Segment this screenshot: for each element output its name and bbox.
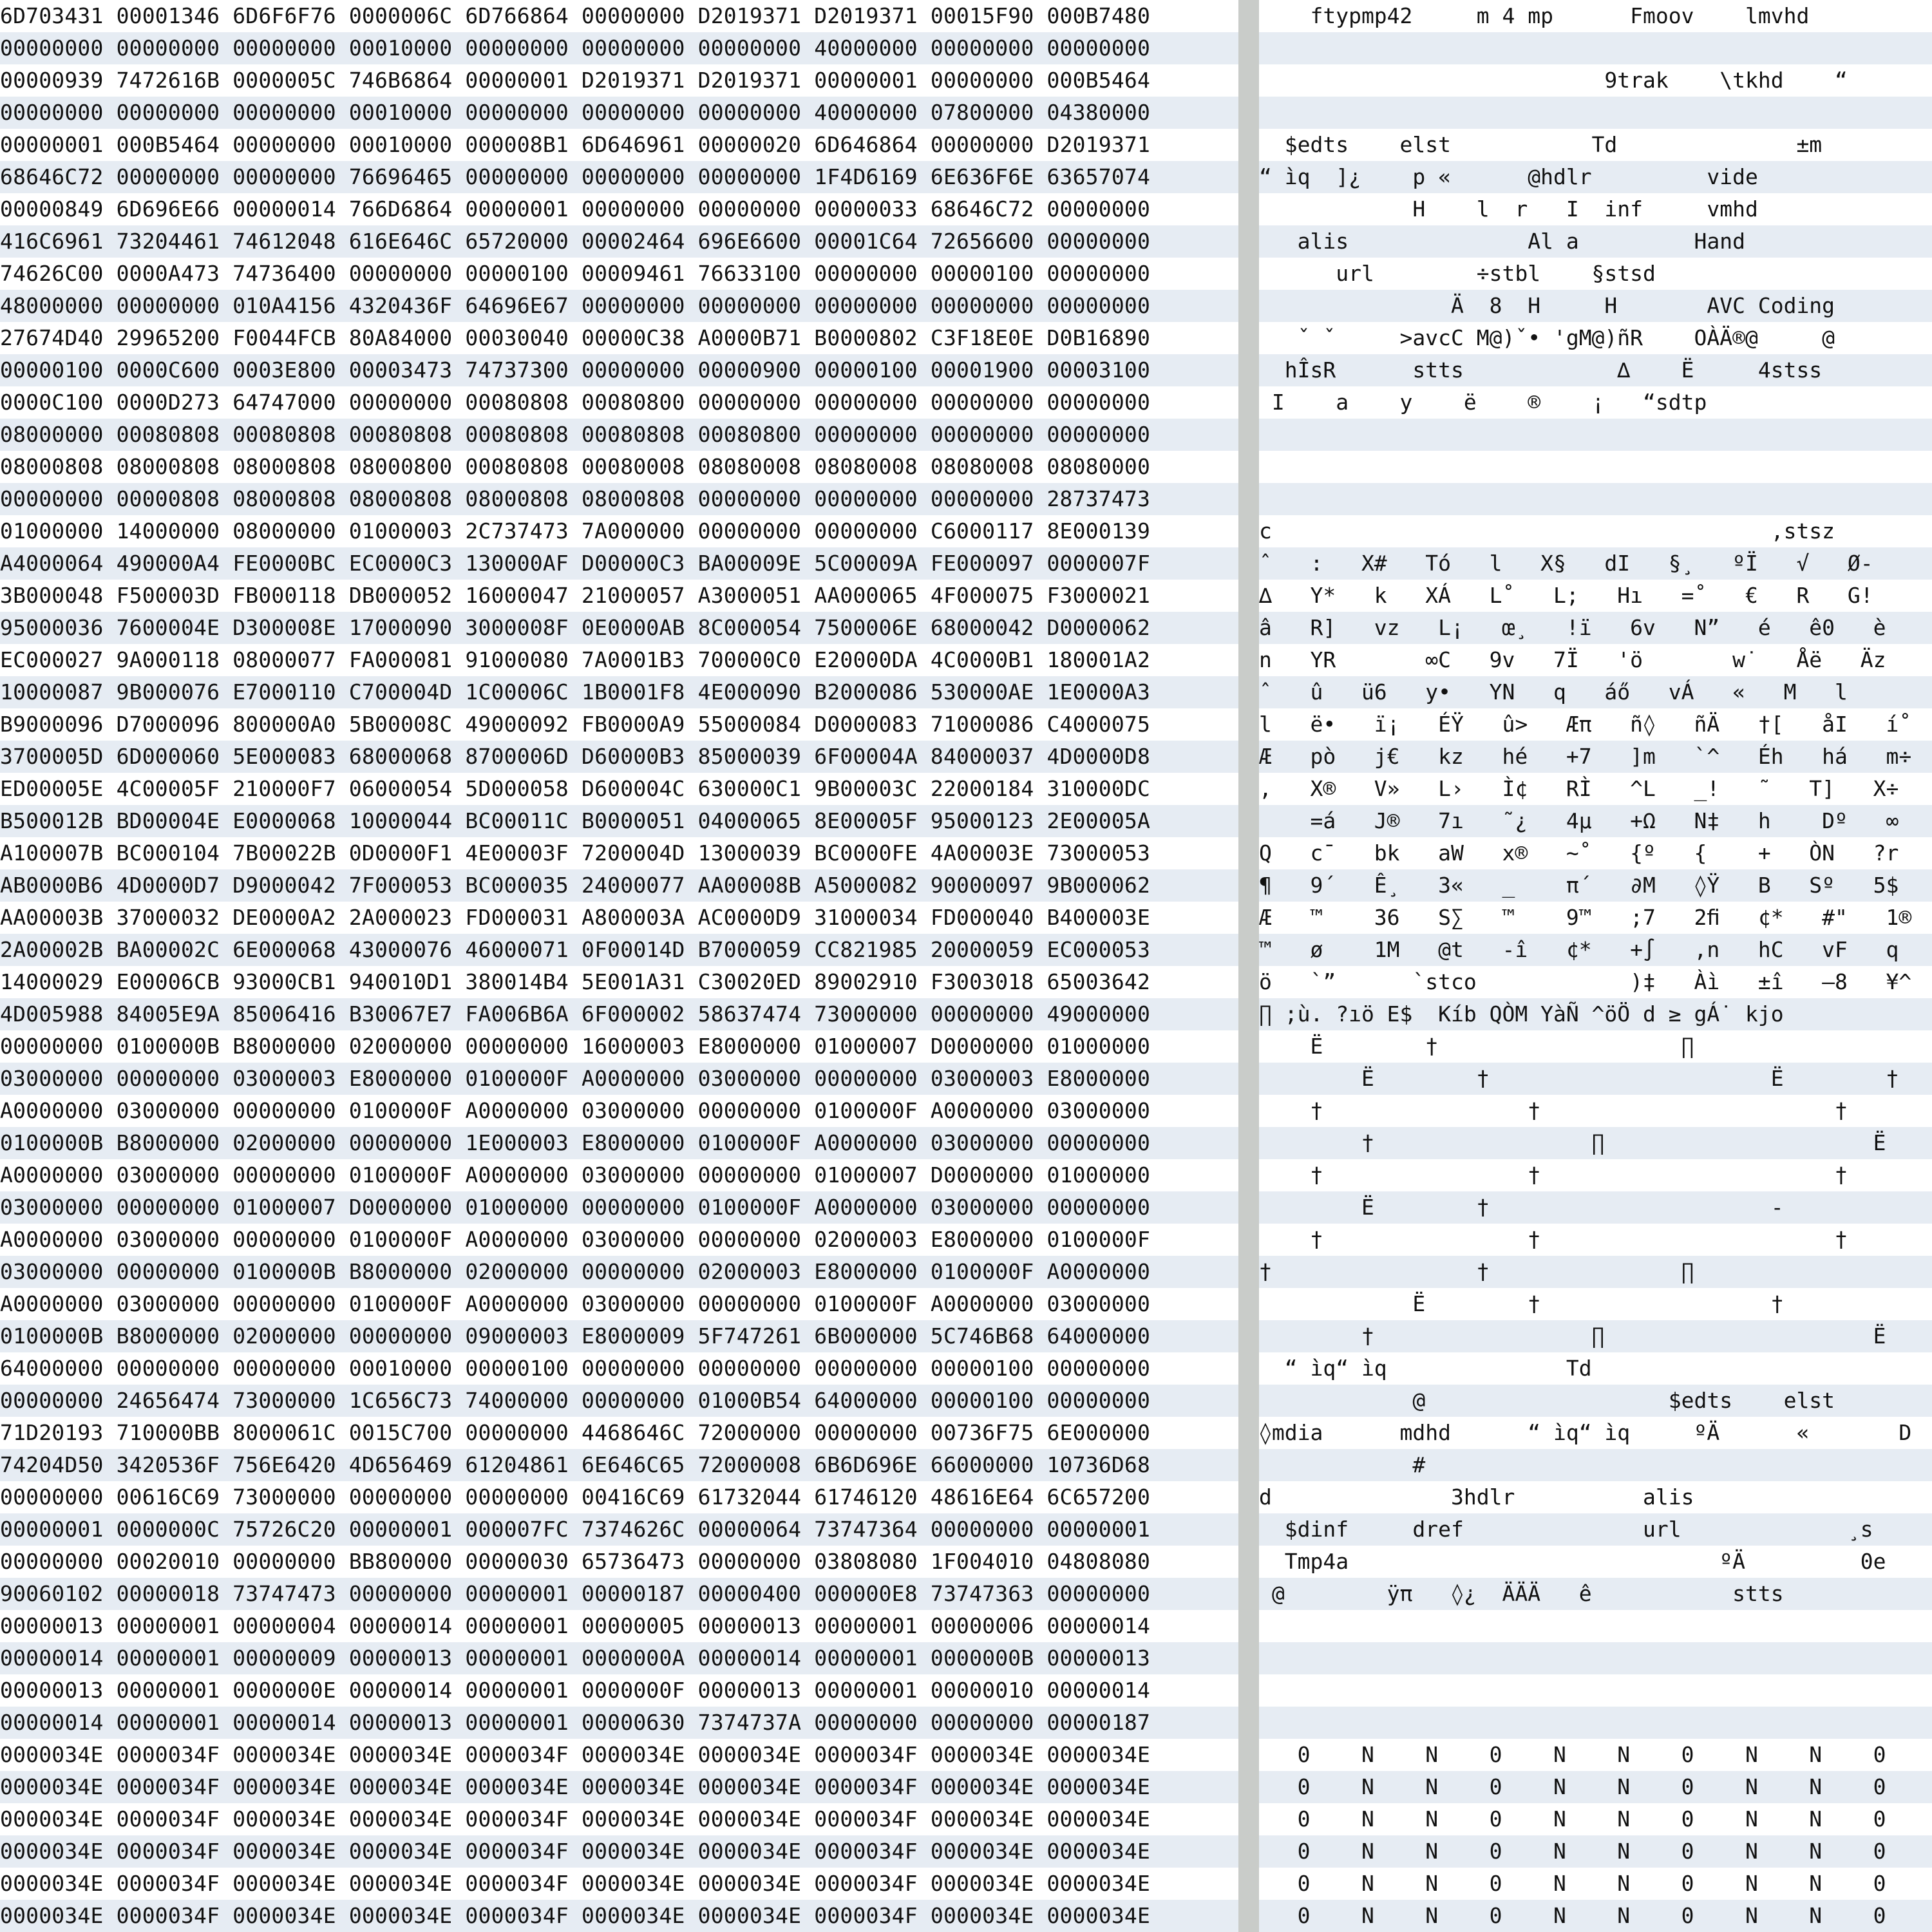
hex-bytes: 3B000048 F500003D FB000118 DB000052 16000047 21000057 A3000051 AA000065 4F000075 F3000021 xyxy=(0,583,1151,608)
dump-row xyxy=(0,451,1932,483)
ascii-text xyxy=(1259,451,1932,483)
ascii-text: hÎsR stts ∆ Ë 4stss xyxy=(1259,357,1823,383)
hex-bytes: 03000000 00000000 0100000B B8000000 02000000 00000000 02000003 E8000000 0100000F A0000000 xyxy=(0,1259,1151,1284)
ascii-text xyxy=(1259,419,1932,451)
hex-bytes: B500012B BD00004E E0000068 10000044 BC00011C B0000051 04000065 8E00005F 95000123 2E00005A xyxy=(0,808,1151,833)
dump-row xyxy=(0,1288,1932,1320)
hex-bytes: 0000034E 0000034F 0000034E 0000034E 0000034F 0000034E 0000034E 0000034F 0000034E 0000034E xyxy=(0,1742,1151,1767)
ascii-text: @ ÿπ ◊¿ ÄÄÄ ê stts xyxy=(1259,1581,1784,1606)
ascii-text: Ë † Ë † xyxy=(1259,1066,1899,1091)
dump-row xyxy=(0,1610,1932,1642)
hex-bytes: 00000000 0100000B B8000000 02000000 00000000 16000003 E8000000 01000007 D0000000 01000000 xyxy=(0,1034,1151,1059)
hex-bytes: 0000034E 0000034F 0000034E 0000034E 0000034F 0000034E 0000034E 0000034F 0000034E 0000034E xyxy=(0,1839,1151,1864)
ascii-text: 0 N N 0 N N 0 N N 0 xyxy=(1259,1806,1886,1832)
dump-row xyxy=(0,1030,1932,1063)
ascii-text: c ,stsz xyxy=(1259,518,1835,544)
dump-row xyxy=(0,1481,1932,1513)
hex-bytes: 0000034E 0000034F 0000034E 0000034E 0000034F 0000034E 0000034E 0000034F 0000034E 0000034E xyxy=(0,1871,1151,1896)
dump-row xyxy=(0,1449,1932,1481)
dump-row xyxy=(0,902,1932,934)
ascii-text: @ $edts elst xyxy=(1259,1388,1835,1413)
hex-bytes: 64000000 00000000 00000000 00010000 00000100 00000000 00000000 00000000 00000100 00000000 xyxy=(0,1356,1151,1381)
ascii-text xyxy=(1259,1642,1932,1674)
hex-bytes: 00000001 0000000C 75726C20 00000001 000007FC 7374626C 00000064 73747364 00000000 00000001 xyxy=(0,1517,1151,1542)
ascii-text: ˆ û ü6 y• YN q áő vÁ « M l xyxy=(1259,679,1848,705)
dump-row xyxy=(0,161,1932,193)
hex-bytes: 00000000 00000000 00000000 00010000 00000000 00000000 00000000 40000000 07800000 04380000 xyxy=(0,100,1151,125)
ascii-text: Ä 8 H H AVC Coding xyxy=(1259,293,1835,318)
hex-bytes: 6D703431 00001346 6D6F6F76 0000006C 6D766864 00000000 D2019371 D2019371 00015F90 000B7480 xyxy=(0,3,1151,28)
dump-row xyxy=(0,837,1932,869)
dump-row xyxy=(0,1771,1932,1803)
hex-bytes: 4D005988 84005E9A 85006416 B30067E7 FA006B6A 6F000002 58637474 73000000 00000000 49000000 xyxy=(0,1001,1151,1027)
dump-row xyxy=(0,966,1932,998)
dump-row xyxy=(0,1127,1932,1159)
dump-row xyxy=(0,547,1932,580)
ascii-text: Q cˉ bk aW x® ~˚ {º { + ÒN ?r xyxy=(1259,840,1899,866)
hex-bytes: 08000000 00080808 00080808 00080808 00080808 00080808 00080800 00000000 00000000 00000000 xyxy=(0,422,1151,447)
hex-bytes: 00000000 00000000 00000000 00010000 00000000 00000000 00000000 40000000 00000000 00000000 xyxy=(0,35,1151,61)
hex-bytes: A0000000 03000000 00000000 0100000F A0000000 03000000 00000000 0100000F A0000000 03000000 xyxy=(0,1098,1151,1123)
dump-row xyxy=(0,1513,1932,1546)
ascii-text xyxy=(1259,1610,1932,1642)
hex-bytes: 10000087 9B000076 E7000110 C700004D 1C00006C 1B0001F8 4E000090 B2000086 530000AE 1E0000A3 xyxy=(0,679,1151,705)
dump-row xyxy=(0,676,1932,708)
hex-bytes: 68646C72 00000000 00000000 76696465 00000000 00000000 00000000 1F4D6169 6E636F6E 63657074 xyxy=(0,164,1151,189)
ascii-text: Æ pò j€ kz hé +7 ]m `^ Éh há m÷ xyxy=(1259,744,1912,769)
hex-bytes: 00000939 7472616B 0000005C 746B6864 00000001 D2019371 D2019371 00000001 00000000 000B5464 xyxy=(0,68,1151,93)
ascii-text xyxy=(1259,483,1932,515)
ascii-text: ∏ ;ù. ?ıö E$ Kíb QÒM YàÑ ^öÖ d ≥ gÁ˙ kjo xyxy=(1259,1001,1784,1027)
dump-row xyxy=(0,998,1932,1030)
ascii-text: =á J® 7ı ˜¿ 4µ +Ω N‡ h Dº ∞ xyxy=(1259,808,1899,833)
dump-row xyxy=(0,64,1932,97)
dump-row xyxy=(0,1095,1932,1127)
dump-row xyxy=(0,644,1932,676)
dump-row xyxy=(0,741,1932,773)
ascii-text: , X® V» L› Ì¢ RÌ ^L _! ˜ T] X÷ xyxy=(1259,776,1899,801)
hex-bytes: 00000000 00616C69 73000000 00000000 00000000 00416C69 61732044 61746120 48616E64 6C657200 xyxy=(0,1484,1151,1510)
dump-row xyxy=(0,354,1932,386)
dump-row xyxy=(0,1191,1932,1224)
dump-row xyxy=(0,1803,1932,1835)
ascii-text: n YR ∞C 9v 7Ï 'ö w˙ Åë Äz xyxy=(1259,647,1886,672)
ascii-text: url ÷stbl §stsd xyxy=(1259,261,1656,286)
hex-bytes: A0000000 03000000 00000000 0100000F A0000000 03000000 00000000 0100000F A0000000 03000000 xyxy=(0,1291,1151,1316)
ascii-text: 0 N N 0 N N 0 N N 0 xyxy=(1259,1871,1886,1896)
dump-row xyxy=(0,1868,1932,1900)
hex-bytes: 95000036 7600004E D300008E 17000090 3000008F 0E0000AB 8C000054 7500006E 68000042 D0000062 xyxy=(0,615,1151,640)
hex-bytes: 00000013 00000001 00000004 00000014 00000001 00000005 00000013 00000001 00000006 00000014 xyxy=(0,1613,1151,1638)
hex-bytes: 0000034E 0000034F 0000034E 0000034E 0000034E 0000034E 0000034E 0000034F 0000034E 0000034E xyxy=(0,1774,1151,1799)
hex-bytes: AB0000B6 4D0000D7 D9000042 7F000053 BC000035 24000077 AA00008B A5000082 90000097 9B000062 xyxy=(0,873,1151,898)
hex-bytes: EC000027 9A000118 08000077 FA000081 91000080 7A0001B3 700000C0 E20000DA 4C0000B1 180001A2 xyxy=(0,647,1151,672)
ascii-text: ™ ø 1M @t -î ¢* +∫ ,n hC vF q xyxy=(1259,937,1899,962)
hex-bytes: B9000096 D7000096 800000A0 5B00008C 49000092 FB0000A9 55000084 D0000083 71000086 C4000075 xyxy=(0,712,1151,737)
dump-row xyxy=(0,1739,1932,1771)
ascii-text: † † ∏ xyxy=(1259,1259,1694,1284)
hex-bytes: 0100000B B8000000 02000000 00000000 09000003 E8000009 5F747261 6B000000 5C746B68 64000000 xyxy=(0,1323,1151,1349)
hex-bytes: 416C6961 73204461 74612048 616E646C 65720000 00002464 696E6600 00001C64 72656600 00000000 xyxy=(0,229,1151,254)
dump-row xyxy=(0,0,1932,32)
hex-bytes: 00000014 00000001 00000014 00000013 00000001 00000630 7374737A 00000000 00000000 00000187 xyxy=(0,1710,1151,1735)
ascii-text: † † † xyxy=(1259,1162,1848,1188)
hex-bytes: 14000029 E00006CB 93000CB1 940010D1 380014B4 5E001A31 C30020ED 89002910 F3003018 65003642 xyxy=(0,969,1151,994)
ascii-text: 0 N N 0 N N 0 N N 0 xyxy=(1259,1903,1886,1928)
hex-bytes: 90060102 00000018 73747473 00000000 00000001 00000187 00000400 000000E8 73747363 00000000 xyxy=(0,1581,1151,1606)
ascii-text xyxy=(1259,32,1932,64)
ascii-text: † † † xyxy=(1259,1098,1848,1123)
hex-bytes: 00000000 24656474 73000000 1C656C73 74000000 00000000 01000B54 64000000 00000100 00000000 xyxy=(0,1388,1151,1413)
dump-row xyxy=(0,483,1932,515)
dump-row xyxy=(0,773,1932,805)
ascii-text: # xyxy=(1259,1452,1426,1477)
ascii-text: Ë † † xyxy=(1259,1291,1784,1316)
hex-bytes: 00000014 00000001 00000009 00000013 00000001 0000000A 00000014 00000001 0000000B 00000013 xyxy=(0,1645,1151,1671)
dump-row xyxy=(0,1385,1932,1417)
dump-row xyxy=(0,1835,1932,1868)
ascii-text: $edts elst Td ±m xyxy=(1259,132,1823,157)
ascii-text: $dinf dref url ¸s xyxy=(1259,1517,1873,1542)
hex-bytes: 00000100 0000C600 0003E800 00003473 74737300 00000000 00000900 00000100 00001900 00003100 xyxy=(0,357,1151,383)
dump-row xyxy=(0,1546,1932,1578)
hex-bytes: 00000000 00000808 08000808 08000808 08000808 08000808 00000000 00000000 00000000 28737473 xyxy=(0,486,1151,511)
ascii-text: ˆ : X# Tó l X§ dI §¸ ºÏ √ Ø- xyxy=(1259,551,1873,576)
dump-row xyxy=(0,258,1932,290)
dump-row xyxy=(0,1578,1932,1610)
ascii-text: l ë• ï¡ ÉŸ û> Æπ ñ◊ ñÄ †[ åI í˚ xyxy=(1259,712,1912,737)
dump-row xyxy=(0,386,1932,419)
dump-row xyxy=(0,1320,1932,1352)
dump-row xyxy=(0,1674,1932,1707)
ascii-text: ¶ 9´ Ê¸ 3« _ π´ ∂M ◊Ÿ B Sº 5$ xyxy=(1259,873,1899,898)
ascii-text: “ ìq“ ìq Td xyxy=(1259,1356,1592,1381)
hex-bytes: 0000034E 0000034F 0000034E 0000034E 0000034F 0000034E 0000034E 0000034F 0000034E 0000034E xyxy=(0,1903,1151,1928)
hex-bytes: 74626C00 0000A473 74736400 00000000 00000100 00009461 76633100 00000000 00000100 00000000 xyxy=(0,261,1151,286)
ascii-text: 0 N N 0 N N 0 N N 0 xyxy=(1259,1839,1886,1864)
ascii-text: 0 N N 0 N N 0 N N 0 xyxy=(1259,1742,1886,1767)
ascii-text: 9trak \tkhd “ xyxy=(1259,68,1848,93)
hex-bytes: ED00005E 4C00005F 210000F7 06000054 5D000058 D600004C 630000C1 9B00003C 22000184 310000DC xyxy=(0,776,1151,801)
hex-bytes: 2A00002B BA00002C 6E000068 43000076 46000071 0F00014D B7000059 CC821985 20000059 EC000053 xyxy=(0,937,1151,962)
hex-bytes: 03000000 00000000 01000007 D0000000 01000000 00000000 0100000F A0000000 03000000 00000000 xyxy=(0,1195,1151,1220)
ascii-text: † ∏ Ë xyxy=(1259,1323,1886,1349)
ascii-text: † ∏ Ë xyxy=(1259,1130,1886,1155)
dump-row xyxy=(0,419,1932,451)
hex-bytes: A0000000 03000000 00000000 0100000F A0000000 03000000 00000000 02000003 E8000000 0100000F xyxy=(0,1227,1151,1252)
hex-bytes: 00000000 00020010 00000000 BB800000 00000030 65736473 00000000 03808080 1F004010 04808080 xyxy=(0,1549,1151,1574)
ascii-text: ˇ ˇ >avcC M@)ˇ• 'gM@)ñR OÀÄ®@ @ xyxy=(1259,325,1835,350)
dump-row xyxy=(0,515,1932,547)
hex-bytes: 71D20193 710000BB 8000061C 0015C700 00000000 4468646C 72000000 00000000 00736F75 6E000000 xyxy=(0,1420,1151,1445)
ascii-text: ftypmp42 m 4 mp Fmoov lmvhd xyxy=(1259,3,1810,28)
ascii-text: Ë † - xyxy=(1259,1195,1784,1220)
hex-bytes: AA00003B 37000032 DE0000A2 2A000023 FD000031 A800003A AC0000D9 31000034 FD000040 B400003E xyxy=(0,905,1151,930)
dump-row xyxy=(0,97,1932,129)
dump-row xyxy=(0,934,1932,966)
ascii-text xyxy=(1259,1707,1932,1739)
ascii-text: I a y ë ® ¡ “sdtp xyxy=(1259,390,1707,415)
dump-row xyxy=(0,1063,1932,1095)
ascii-text: d 3hdlr alis xyxy=(1259,1484,1694,1510)
hex-bytes: 00000001 000B5464 00000000 00010000 000008B1 6D646961 00000020 6D646864 00000000 D2019371 xyxy=(0,132,1151,157)
ascii-text: Æ ™ 36 S∑ ™ 9™ ;7 2ﬁ ¢* #" 1® xyxy=(1259,905,1912,930)
hex-bytes: A100007B BC000104 7B00022B 0D0000F1 4E00003F 7200004D 13000039 BC0000FE 4A00003E 73000053 xyxy=(0,840,1151,866)
dump-row xyxy=(0,193,1932,225)
ascii-text: H l r I inf vmhd xyxy=(1259,196,1758,222)
hex-bytes: 0000C100 0000D273 64747000 00000000 00080808 00080800 00000000 00000000 00000000 00000000 xyxy=(0,390,1151,415)
ascii-text xyxy=(1259,97,1932,129)
dump-row xyxy=(0,1159,1932,1191)
dump-row xyxy=(0,1642,1932,1674)
dump-row xyxy=(0,708,1932,741)
ascii-text: † † † xyxy=(1259,1227,1848,1252)
column-divider xyxy=(1238,0,1259,1932)
dump-row xyxy=(0,1256,1932,1288)
hex-bytes: 74204D50 3420536F 756E6420 4D656469 61204861 6E646C65 72000008 6B6D696E 66000000 10736D68 xyxy=(0,1452,1151,1477)
hex-bytes: A0000000 03000000 00000000 0100000F A0000000 03000000 00000000 01000007 D0000000 01000000 xyxy=(0,1162,1151,1188)
dump-row xyxy=(0,1352,1932,1385)
ascii-text: “ ìq ]¿ p « @hdlr vide xyxy=(1259,164,1758,189)
hex-bytes: 3700005D 6D000060 5E000083 68000068 8700006D D60000B3 85000039 6F00004A 84000037 4D0000D8 xyxy=(0,744,1151,769)
dump-row xyxy=(0,129,1932,161)
dump-row xyxy=(0,290,1932,322)
hex-bytes: 0000034E 0000034F 0000034E 0000034E 0000034F 0000034E 0000034E 0000034F 0000034E 0000034E xyxy=(0,1806,1151,1832)
hex-bytes: A4000064 490000A4 FE0000BC EC0000C3 130000AF D00000C3 BA00009E 5C00009A FE000097 0000007F xyxy=(0,551,1151,576)
dump-row xyxy=(0,869,1932,902)
hex-bytes: 27674D40 29965200 F0044FCB 80A84000 00030040 00000C38 A0000B71 B0000802 C3F18E0E D0B16890 xyxy=(0,325,1151,350)
ascii-text: Ë † ∏ xyxy=(1259,1034,1694,1059)
ascii-text: ∆ Y* k XÁ L˚ L; Hı =˚ € R G! xyxy=(1259,583,1873,608)
ascii-text: ◊mdia mdhd “ ìq“ ìq ºÄ « D xyxy=(1259,1420,1912,1445)
dump-row xyxy=(0,32,1932,64)
hex-bytes: 03000000 00000000 03000003 E8000000 0100000F A0000000 03000000 00000000 03000003 E8000000 xyxy=(0,1066,1151,1091)
hex-bytes: 08000808 08000808 08000808 08000800 00080808 00080008 08080008 08080008 08080008 08080000 xyxy=(0,454,1151,479)
hex-bytes: 48000000 00000000 010A4156 4320436F 64696E67 00000000 00000000 00000000 00000000 00000000 xyxy=(0,293,1151,318)
dump-row xyxy=(0,1224,1932,1256)
dump-row xyxy=(0,1707,1932,1739)
hex-bytes: 00000849 6D696E66 00000014 766D6864 00000001 00000000 00000000 00000033 68646C72 00000000 xyxy=(0,196,1151,222)
dump-row xyxy=(0,580,1932,612)
ascii-text: alis Al a Hand xyxy=(1259,229,1745,254)
dump-row xyxy=(0,225,1932,258)
dump-row xyxy=(0,322,1932,354)
dump-row xyxy=(0,1417,1932,1449)
ascii-text: ö `” `stco )‡ Àì ±î –8 ¥^ xyxy=(1259,969,1912,994)
ascii-text: Tmp4a ºÄ 0e xyxy=(1259,1549,1886,1574)
ascii-text: â R] vz L¡ œ¸ !ï 6v N” é ê0 è xyxy=(1259,615,1886,640)
hex-bytes: 0100000B B8000000 02000000 00000000 1E000003 E8000000 0100000F A0000000 03000000 00000000 xyxy=(0,1130,1151,1155)
dump-row xyxy=(0,612,1932,644)
hex-bytes: 01000000 14000000 08000000 01000003 2C737473 7A000000 00000000 00000000 C6000117 8E000139 xyxy=(0,518,1151,544)
dump-row xyxy=(0,805,1932,837)
ascii-text: 0 N N 0 N N 0 N N 0 xyxy=(1259,1774,1886,1799)
hex-bytes: 00000013 00000001 0000000E 00000014 00000001 0000000F 00000013 00000001 00000010 00000014 xyxy=(0,1678,1151,1703)
ascii-text xyxy=(1259,1674,1932,1707)
dump-row xyxy=(0,1900,1932,1932)
